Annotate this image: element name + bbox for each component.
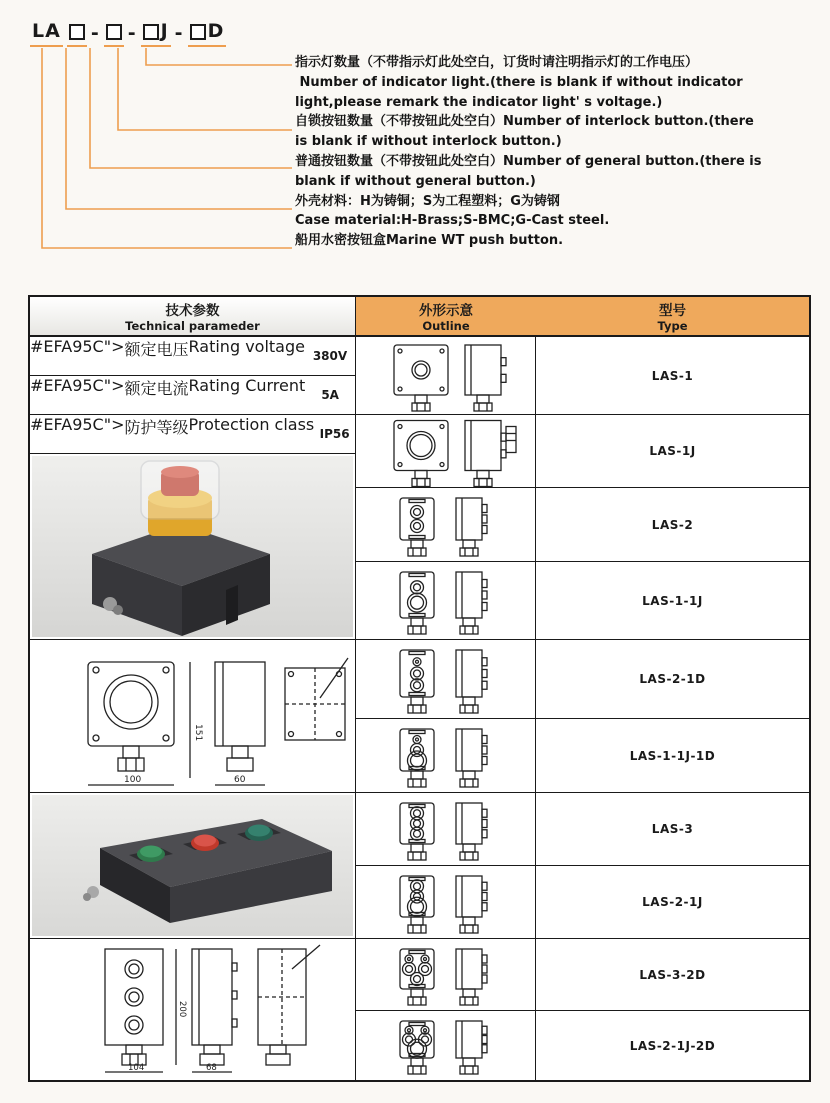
header-outline bbox=[356, 297, 536, 335]
dimension-drawing-2 bbox=[30, 939, 355, 1080]
outline-cell bbox=[356, 1011, 536, 1080]
desc-line-8: 外壳材料：H为铸铜；S为工程塑料；G为铸钢 bbox=[295, 193, 560, 209]
table-row-LAS-2-1D bbox=[356, 640, 809, 719]
desc-line-5: is blank if without interlock button.) bbox=[295, 134, 562, 150]
outline-cell bbox=[356, 719, 536, 792]
param-rows bbox=[30, 337, 355, 454]
param-value: IP56 bbox=[314, 415, 355, 453]
header-type-en: Type bbox=[657, 319, 688, 333]
outline-type-rows bbox=[356, 337, 809, 1080]
product-photo-1 bbox=[30, 454, 355, 640]
param-value: 380V bbox=[305, 337, 355, 375]
table-row-LAS-2-1J bbox=[356, 866, 809, 939]
placeholder-box-icon bbox=[106, 24, 122, 40]
code-box-d: D bbox=[188, 20, 227, 47]
type-cell bbox=[536, 488, 809, 561]
dimension-drawing-1-svg bbox=[30, 640, 355, 792]
type-cell bbox=[536, 719, 809, 792]
table-row-LAS-2 bbox=[356, 488, 809, 562]
type-label: LAS-2-1J-2D bbox=[629, 1038, 716, 1053]
outline-drawing-svg bbox=[357, 338, 535, 414]
desc-line-7: blank if without general button.) bbox=[295, 173, 536, 189]
code-dash: - bbox=[174, 22, 184, 44]
svg-text:104: 104 bbox=[128, 1063, 145, 1073]
model-designation-diagram bbox=[0, 0, 830, 290]
param-row-3: #EFA95C"> 防护等级 Protection class IP56 bbox=[30, 415, 355, 454]
type-cell bbox=[536, 1011, 809, 1080]
svg-text:60: 60 bbox=[234, 775, 246, 785]
param-label-cn: 额定电压 bbox=[124, 340, 189, 359]
outline-drawing-svg bbox=[357, 563, 535, 639]
desc-line-2: Number of indicator light.(there is blank if without indicator bbox=[295, 74, 743, 90]
param-value: 5A bbox=[305, 376, 355, 414]
type-cell bbox=[536, 793, 809, 865]
type-label: LAS-1J bbox=[649, 444, 696, 458]
type-label: LAS-3-2D bbox=[639, 967, 706, 982]
header-outline-cn: 外形示意 bbox=[419, 303, 473, 319]
table-row-LAS-2-1J-2D bbox=[356, 1011, 809, 1080]
header-type bbox=[536, 297, 809, 335]
code-box-2 bbox=[104, 24, 124, 47]
desc-line-10: 船用水密按钮盒Marine WT push button. bbox=[295, 233, 564, 249]
type-label: LAS-1-1J-1D bbox=[629, 748, 716, 763]
type-cell bbox=[536, 415, 809, 487]
table-row-LAS-1J bbox=[356, 415, 809, 488]
code-dash: - bbox=[90, 22, 100, 44]
table-left-column bbox=[30, 297, 356, 1080]
desc-line-1: 指示灯数量（不带指示灯此处空白，订货时请注明指示灯的工作电压） bbox=[295, 55, 699, 70]
desc-line-6: 普通按钮数量（不带按钮此处空白）Number of general button.(there is bbox=[295, 153, 762, 169]
code-box-j: J bbox=[141, 20, 171, 47]
outline-cell bbox=[356, 337, 536, 414]
table-right-column bbox=[356, 297, 809, 1080]
type-label: LAS-2 bbox=[651, 517, 694, 532]
dimension-drawing-1 bbox=[30, 640, 355, 793]
type-cell bbox=[536, 640, 809, 718]
outline-drawing-svg bbox=[357, 794, 535, 865]
param-label-en: Protection class bbox=[188, 415, 315, 434]
code-prefix: LA bbox=[30, 20, 63, 47]
outline-cell bbox=[356, 488, 536, 561]
svg-text:200: 200 bbox=[177, 1001, 187, 1018]
model-descriptions bbox=[295, 53, 815, 251]
type-cell bbox=[536, 562, 809, 639]
dimension-drawing-2-svg bbox=[30, 939, 355, 1080]
outline-cell bbox=[356, 793, 536, 865]
header-outline-en: Outline bbox=[422, 319, 470, 333]
header-outline-type bbox=[356, 297, 809, 337]
table-row-LAS-3-2D bbox=[356, 939, 809, 1011]
type-cell bbox=[536, 939, 809, 1010]
outline-drawing-svg bbox=[357, 867, 535, 938]
code-box-1 bbox=[67, 24, 87, 47]
svg-text:151: 151 bbox=[193, 724, 203, 742]
type-label: LAS-3 bbox=[651, 822, 694, 836]
param-label-cn: 防护等级 bbox=[124, 418, 189, 437]
header-technical-parameter bbox=[30, 297, 355, 337]
type-label: LAS-1-1J bbox=[642, 593, 703, 608]
param-row-1: #EFA95C"> 额定电压 Rating voltage 380V bbox=[30, 337, 355, 376]
product-photo-2-svg bbox=[30, 793, 355, 938]
type-label: LAS-1 bbox=[651, 368, 694, 383]
param-label-en: Rating Current bbox=[188, 376, 306, 395]
svg-text:68: 68 bbox=[206, 1063, 217, 1073]
outline-cell bbox=[356, 562, 536, 639]
table-row-LAS-1-1J bbox=[356, 562, 809, 640]
outline-drawing-svg bbox=[357, 720, 535, 792]
outline-drawing-svg bbox=[357, 1012, 535, 1079]
placeholder-box-icon bbox=[190, 24, 206, 40]
desc-line-4: 自锁按钮数量（不带按钮此处空白）Number of interlock button.(there bbox=[295, 114, 754, 130]
param-label-cn: 额定电流 bbox=[124, 379, 189, 398]
outline-drawing-svg bbox=[357, 489, 535, 561]
table-row-LAS-3 bbox=[356, 793, 809, 866]
type-label: LAS-2-1D bbox=[639, 672, 706, 686]
outline-drawing-svg bbox=[357, 641, 535, 718]
product-photo-1-svg bbox=[30, 454, 355, 639]
outline-cell bbox=[356, 415, 536, 487]
header-type-cn: 型号 bbox=[659, 303, 686, 319]
table-row-LAS-1-1J-1D bbox=[356, 719, 809, 793]
model-code bbox=[30, 20, 226, 47]
header-technical-cn: 技术参数 bbox=[165, 303, 220, 319]
type-cell bbox=[536, 337, 809, 414]
spec-table bbox=[28, 295, 811, 1082]
outline-cell bbox=[356, 640, 536, 718]
table-row-LAS-1 bbox=[356, 337, 809, 415]
svg-text:100: 100 bbox=[124, 775, 142, 785]
header-technical-en: Technical parameder bbox=[125, 319, 260, 333]
outline-cell bbox=[356, 866, 536, 938]
type-cell bbox=[536, 866, 809, 938]
desc-line-9: Case material:H-Brass;S-BMC;G-Cast steel. bbox=[295, 213, 610, 229]
type-label: LAS-2-1J bbox=[642, 895, 703, 909]
code-dash: - bbox=[127, 22, 137, 44]
param-label-en: Rating voltage bbox=[188, 337, 305, 356]
outline-drawing-svg bbox=[357, 940, 535, 1010]
outline-drawing-svg bbox=[357, 416, 535, 487]
placeholder-box-icon bbox=[143, 24, 159, 40]
placeholder-box-icon bbox=[69, 24, 85, 40]
outline-cell bbox=[356, 939, 536, 1010]
product-photo-2 bbox=[30, 793, 355, 939]
desc-line-3: light,please remark the indicator light' s voltage.) bbox=[295, 94, 663, 110]
param-row-2: #EFA95C"> 额定电流 Rating Current 5A bbox=[30, 376, 355, 415]
